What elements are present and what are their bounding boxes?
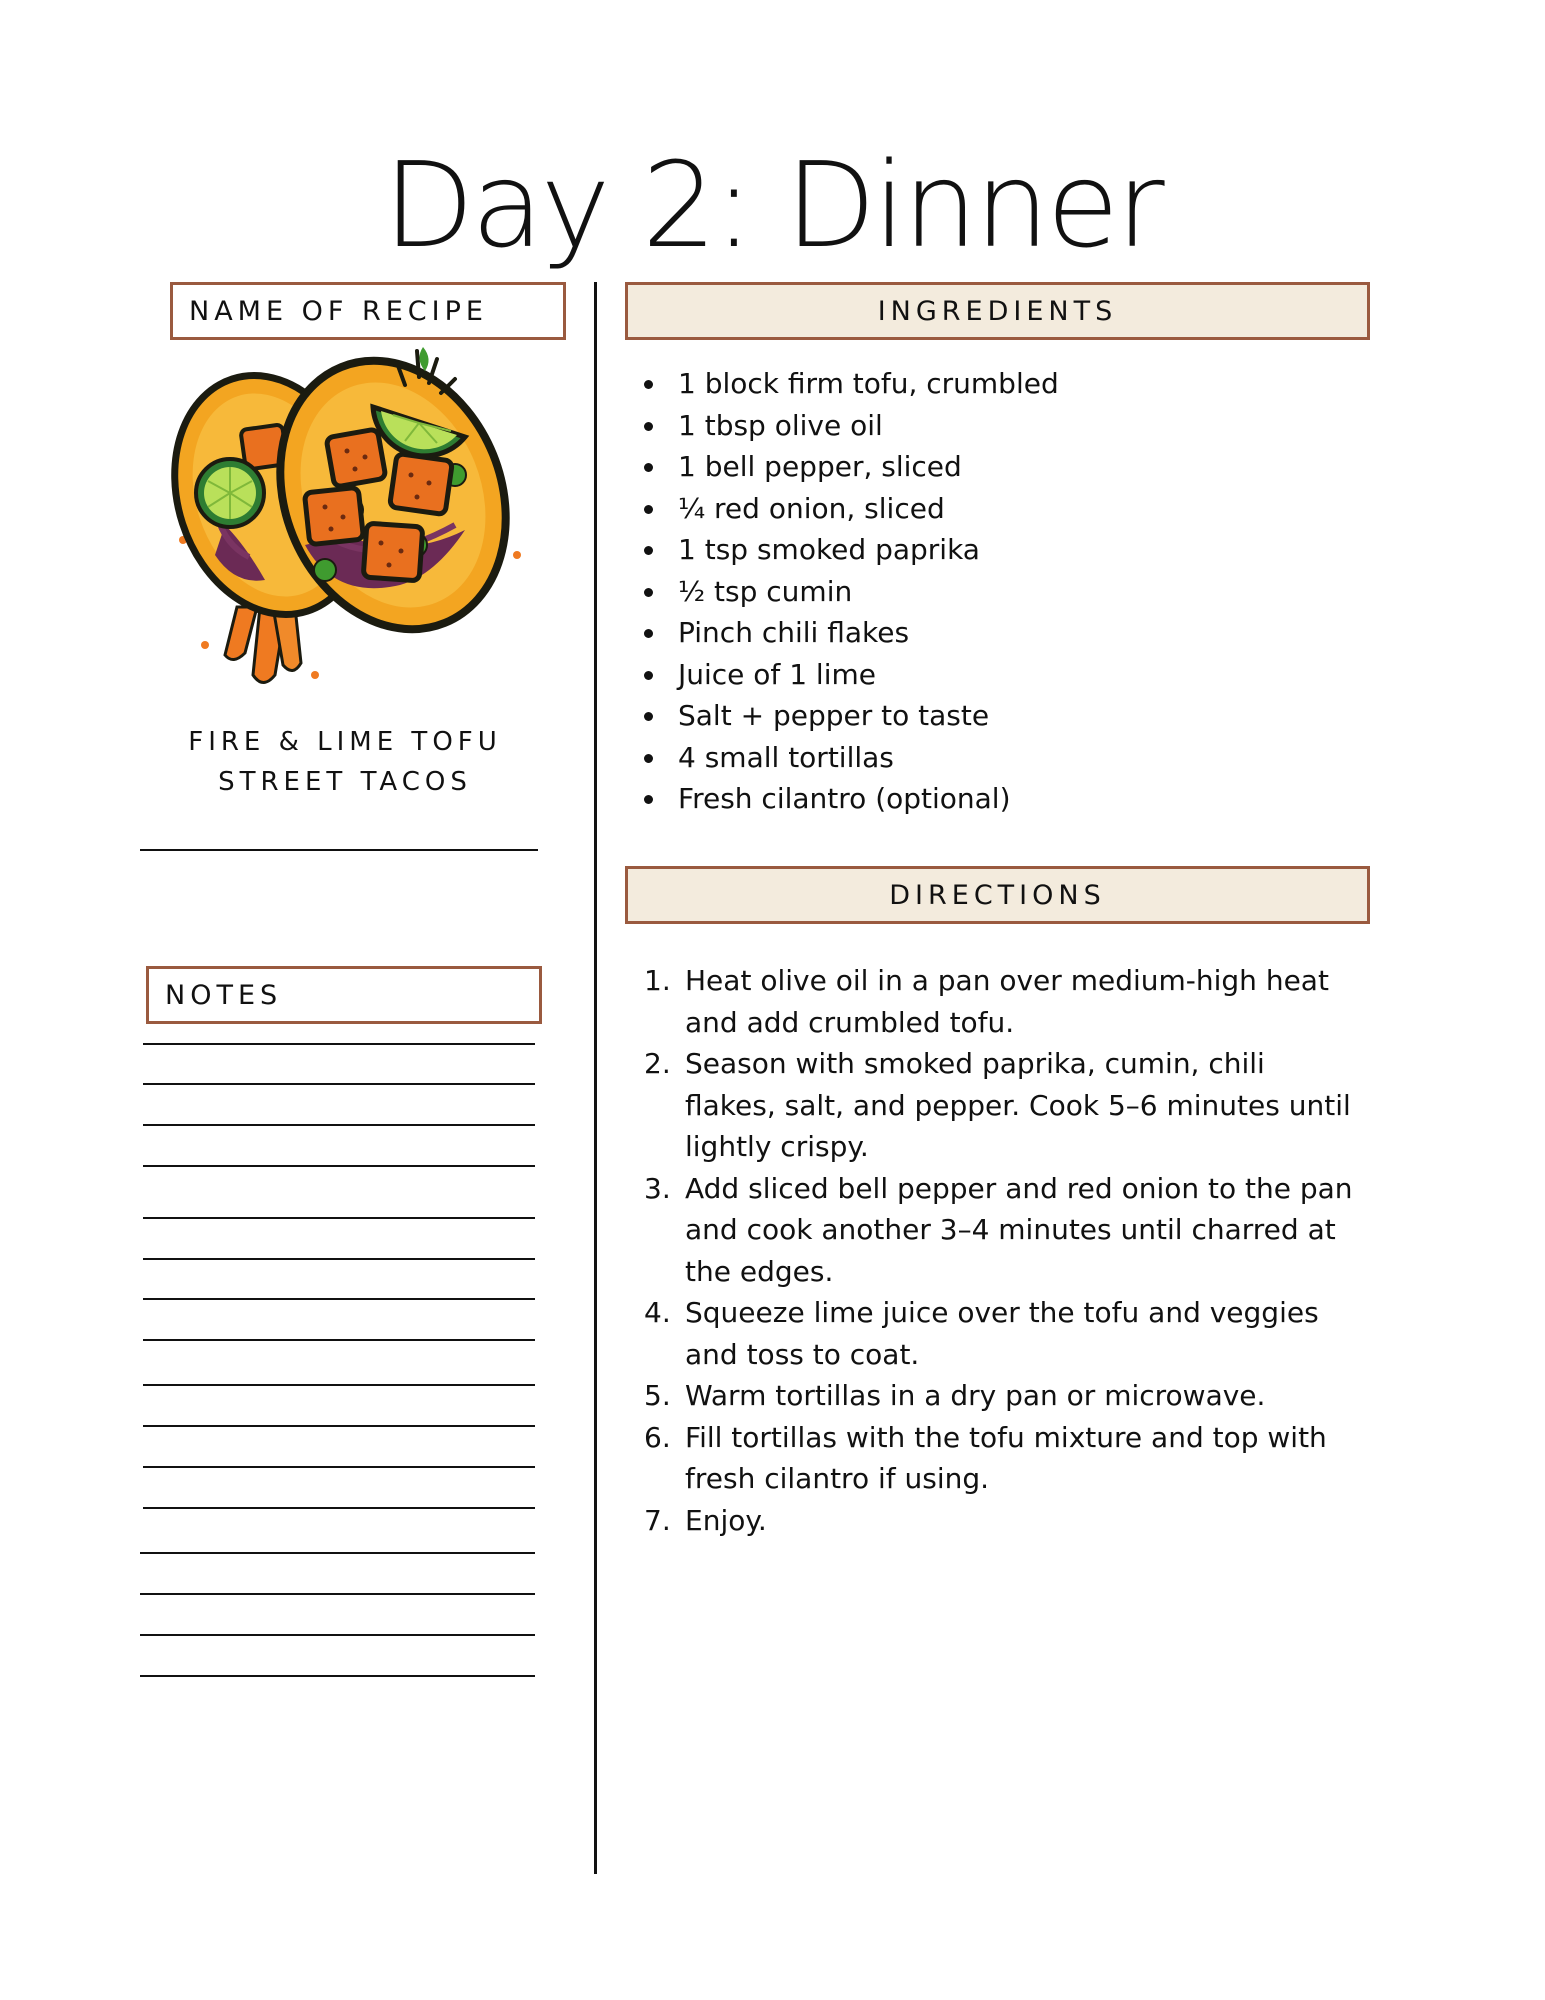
direction-step — [644, 1168, 1362, 1293]
recipe-name — [150, 722, 540, 802]
directions-label: DIRECTIONS — [625, 866, 1370, 924]
direction-step — [644, 960, 1362, 1043]
notes-line[interactable] — [140, 1593, 535, 1595]
step-number: 1. — [644, 964, 671, 997]
step-text: Fill tortillas with the tofu mixture and top with fresh cilantro if using. — [685, 1420, 1327, 1495]
ingredient-item: Salt + pepper to taste — [640, 695, 1059, 737]
recipe-name-underline — [140, 849, 538, 851]
step-number: 4. — [644, 1296, 671, 1329]
page-title: Day 2: Dinner — [383, 136, 1162, 275]
step-number: 7. — [644, 1503, 671, 1537]
step-text: Enjoy. — [685, 1503, 767, 1537]
notes-line[interactable] — [140, 1675, 535, 1677]
notes-label: NOTES — [146, 966, 542, 1024]
step-text: Heat olive oil in a pan over medium-high heat and add crumbled tofu. — [685, 964, 1329, 1039]
step-text: Warm tortillas in a dry pan or microwave. — [685, 1379, 1266, 1412]
notes-line[interactable] — [143, 1339, 535, 1341]
ingredient-item: 1 tsp smoked paprika — [640, 529, 1059, 571]
notes-line[interactable] — [143, 1298, 535, 1300]
notes-line[interactable] — [140, 1634, 535, 1636]
ingredient-item: Juice of 1 lime — [640, 654, 1059, 696]
step-number: 5. — [644, 1379, 671, 1412]
recipe-name-line-2: STREET TACOS — [218, 767, 472, 797]
recipe-name-line-1: FIRE & LIME TOFU — [188, 727, 502, 757]
column-divider — [594, 282, 597, 1874]
ingredient-item: ¼ red onion, sliced — [640, 488, 1059, 530]
ingredient-item: 1 tbsp olive oil — [640, 405, 1059, 447]
step-number: 2. — [644, 1047, 671, 1080]
ingredient-item: Fresh cilantro (optional) — [640, 778, 1059, 820]
tofu-tacos-illustration — [165, 345, 565, 715]
ingredient-item: 4 small tortillas — [640, 737, 1059, 779]
step-text: Squeeze lime juice over the tofu and veggies and toss to coat. — [685, 1296, 1319, 1371]
notes-line[interactable] — [143, 1466, 535, 1468]
step-number: 6. — [644, 1420, 671, 1454]
name-of-recipe-label: NAME OF RECIPE — [170, 282, 566, 340]
direction-step — [644, 1500, 1362, 1542]
notes-line[interactable] — [143, 1217, 535, 1219]
ingredient-item: 1 bell pepper, sliced — [640, 446, 1059, 488]
notes-line[interactable] — [143, 1425, 535, 1427]
notes-line[interactable] — [143, 1165, 535, 1167]
step-text: Season with smoked paprika, cumin, chili flakes, salt, and pepper. Cook 5–6 minutes until lightly crispy. — [685, 1047, 1351, 1163]
direction-step — [644, 1417, 1362, 1500]
direction-step — [644, 1292, 1362, 1375]
direction-step — [644, 1043, 1362, 1168]
notes-line[interactable] — [140, 1552, 535, 1554]
directions-list — [644, 960, 1362, 1541]
step-number: 3. — [644, 1171, 671, 1205]
notes-line[interactable] — [143, 1384, 535, 1386]
step-text: Add sliced bell pepper and red onion to the pan and cook another 3–4 minutes until charred at the edges. — [685, 1171, 1353, 1288]
notes-line[interactable] — [143, 1043, 535, 1045]
notes-line[interactable] — [143, 1507, 535, 1509]
notes-line[interactable] — [143, 1083, 535, 1085]
notes-line[interactable] — [143, 1124, 535, 1126]
ingredient-item: Pinch chili flakes — [640, 612, 1059, 654]
notes-line[interactable] — [143, 1258, 535, 1260]
ingredient-item: ½ tsp cumin — [640, 571, 1059, 613]
ingredient-item: 1 block firm tofu, crumbled — [640, 363, 1059, 405]
ingredients-label: INGREDIENTS — [625, 282, 1370, 340]
ingredients-list — [640, 363, 1059, 820]
direction-step — [644, 1375, 1362, 1417]
